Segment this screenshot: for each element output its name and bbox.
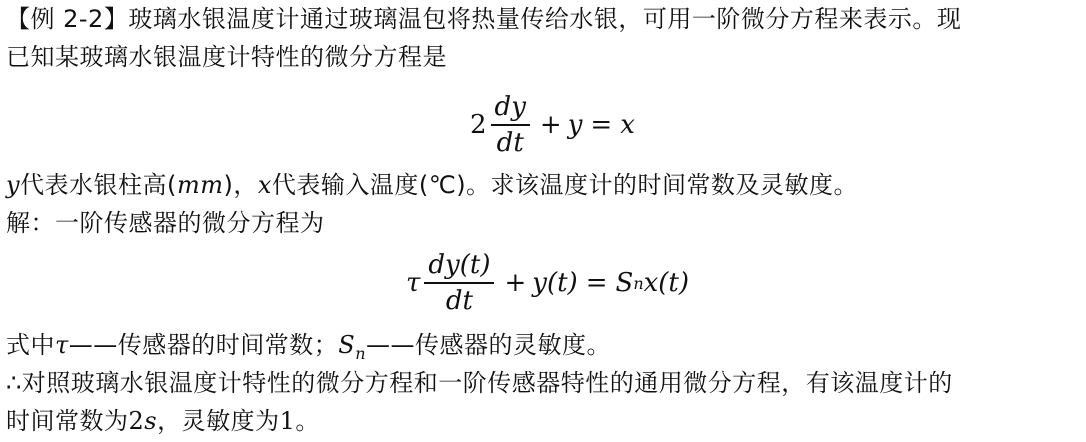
var-y-unit: mm [176, 171, 224, 199]
eq1-denominator: dt [496, 128, 524, 158]
eq2-tau: τ [406, 268, 421, 298]
var-x-desc: 代表输入温度(℃)。求该温度计的时间常数及灵敏度。 [271, 171, 859, 199]
definitions-line [6, 330, 611, 369]
def-tau: τ [55, 331, 69, 359]
solution-intro-text: 解：一阶传感器的微分方程为 [6, 209, 325, 237]
eq2-xt: x(t) [643, 268, 690, 298]
var-x: x [257, 171, 272, 199]
eq2-S: S [615, 268, 634, 298]
eq1-coefficient: 2 [470, 110, 487, 140]
conclusion-time-value: 2 [128, 407, 145, 435]
solution-intro [6, 208, 325, 238]
eq2-fraction [424, 250, 494, 316]
conclusion-end: 。 [295, 407, 320, 435]
def-S: S [338, 331, 356, 359]
problem-line-1 [6, 4, 961, 34]
eq2-equals: = [585, 268, 608, 298]
conclusion-line-1 [6, 368, 953, 398]
equation-1 [470, 92, 635, 158]
variables-line [6, 170, 858, 200]
eq2-S-sub: n [633, 273, 644, 293]
problem-text-1: 【例 2-2】玻璃水银温度计通过玻璃温包将热量传给水银，可用一阶微分方程来表示。现 [6, 5, 962, 33]
def-tau-desc: ——传感器的时间常数； [68, 331, 339, 359]
eq1-numerator: dy [491, 92, 530, 126]
eq1-fraction [491, 92, 530, 158]
eq1-x: x [620, 110, 635, 140]
var-y: y [6, 171, 21, 199]
conclusion-text-1: ∴对照玻璃水银温度计特性的微分方程和一阶传感器特性的通用微分方程，有该温度计的 [6, 369, 953, 397]
eq1-plus: + [539, 110, 562, 140]
var-y-close: )， [223, 171, 258, 199]
conclusion-pre: 时间常数为 [6, 407, 129, 435]
problem-text-2: 已知某玻璃水银温度计特性的微分方程是 [6, 43, 447, 71]
eq1-y: y [567, 110, 583, 140]
conclusion-line-2 [6, 406, 320, 436]
conclusion-time-unit: s [144, 407, 158, 435]
eq2-plus: + [504, 268, 527, 298]
eq1-equals: = [590, 110, 613, 140]
var-y-desc: 代表水银柱高( [20, 171, 177, 199]
def-S-sub: n [355, 344, 367, 363]
conclusion-sens-value: 1 [279, 407, 296, 435]
def-S-desc: ——传感器的灵敏度。 [366, 331, 612, 359]
eq2-numerator: dy(t) [424, 250, 494, 284]
def-prefix: 式中 [6, 331, 55, 359]
equation-2 [406, 250, 689, 316]
eq2-denominator: dt [445, 286, 473, 316]
eq2-yt: y(t) [532, 268, 578, 298]
problem-line-2 [6, 42, 447, 72]
conclusion-mid: ，灵敏度为 [157, 407, 280, 435]
